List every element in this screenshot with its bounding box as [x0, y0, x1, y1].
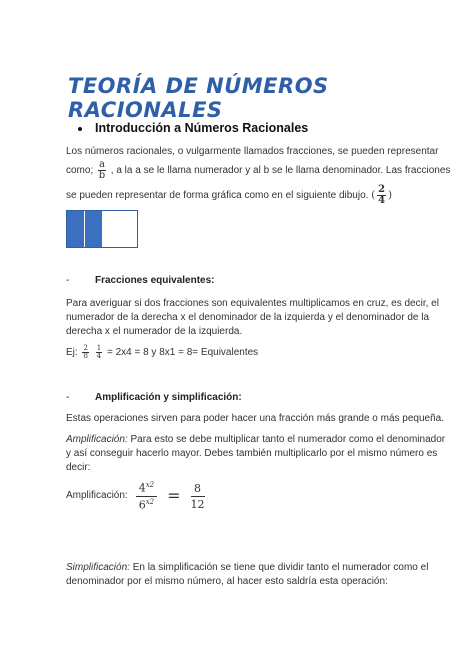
ampl-intro: Estas operaciones sirven para poder hacer una fracción más grande o más pequeña. [66, 413, 445, 424]
ampl-example-label: Amplificación: [66, 490, 128, 502]
equiv-f2-num: 1 [96, 344, 102, 352]
intro-line-1: Los números racionales, o vulgarmente llamados fracciones, se pueden representar [66, 146, 439, 157]
intro-line-2-post: , a la a se le llama numerador y al b se le llama denominador. Las fracciones [110, 165, 451, 177]
equiv-f1-den: 8 [83, 352, 88, 360]
equiv-f2-den: 4 [96, 352, 102, 360]
equiv-fraction-2 [96, 345, 102, 360]
diagram-part-4 [120, 211, 137, 247]
ampl-dash: - [66, 392, 70, 403]
ampl-fraction [136, 482, 157, 510]
open-paren: ( [371, 190, 376, 202]
ampl-num: 4 [138, 481, 146, 495]
ampl-heading: Amplificación y simplificación: [95, 392, 242, 403]
equiv-line-2: numerador de la derecha x el denominador de la izquierda y el denominador de la [66, 312, 430, 323]
equiv-f1-num: 2 [83, 344, 88, 352]
ampl-num-exp: x2 [145, 481, 155, 489]
ampl-denominator [136, 497, 157, 511]
equiv-example [66, 345, 258, 360]
equiv-line-3: derecha x el numerador de la izquierda. [66, 326, 243, 337]
example-fraction [377, 185, 386, 206]
simpl-line-2: denominador por el mismo número, al hacer esto saldría esta operación: [66, 576, 388, 587]
ampl-text-1: Para esto se debe multiplicar tanto el numerador como el denominador [130, 434, 446, 445]
example-denominator: 4 [378, 195, 386, 206]
intro-line-3 [66, 185, 392, 206]
equiv-example-label: Ej: [66, 347, 78, 359]
simpl-label: Simplificación: [66, 562, 130, 573]
intro-line-2-pre: como; [66, 165, 94, 177]
fraction-numerator: a [99, 159, 105, 170]
ampl-text-line-1 [66, 433, 445, 447]
ampl-text-line-3: decir: [66, 462, 91, 473]
equiv-line-1: Para averiguar si dos fracciones son equivalentes multiplicamos en cruz, es decir, el [66, 298, 439, 309]
ampl-label: Amplificación: [66, 434, 128, 445]
ampl-result-den: 12 [190, 497, 205, 511]
equiv-heading: Fracciones equivalentes: [95, 275, 215, 286]
equiv-dash: - [66, 275, 70, 286]
equiv-fraction-1 [82, 345, 88, 360]
ampl-example [66, 482, 207, 510]
example-numerator: 2 [378, 184, 386, 195]
intro-line-3-text: se pueden representar de forma gráfica como en el siguiente dibujo. [66, 190, 369, 202]
ampl-equals: = [167, 486, 181, 506]
bullet-icon [78, 127, 82, 131]
simpl-text-1: En la simplificación se tiene que dividir tanto el numerador como el [132, 562, 429, 573]
intro-heading: Introducción a Números Racionales [95, 121, 309, 135]
page-title: TEORÍA DE NÚMEROS RACIONALES [68, 74, 329, 122]
diagram-part-2 [85, 211, 103, 247]
fraction-denominator: b [98, 170, 106, 181]
ampl-result-fraction [191, 483, 205, 510]
ampl-den: 6 [138, 498, 146, 512]
ampl-numerator [136, 482, 157, 497]
diagram-part-1 [67, 211, 85, 247]
ampl-den-exp: x2 [145, 497, 155, 506]
diagram-part-3 [103, 211, 121, 247]
ampl-text-line-2: y así conseguir hacerlo mayor. Debes también multiplicarlo por el mismo número es [66, 448, 438, 459]
ampl-result-num: 8 [191, 483, 205, 497]
fraction-a-b [98, 160, 106, 181]
close-paren: ) [388, 190, 392, 202]
simpl-line-1 [66, 561, 428, 575]
equiv-example-text: = 2x4 = 8 y 8x1 = 8= Equivalentes [106, 347, 259, 359]
fraction-diagram [66, 210, 138, 248]
intro-line-2 [66, 160, 450, 181]
